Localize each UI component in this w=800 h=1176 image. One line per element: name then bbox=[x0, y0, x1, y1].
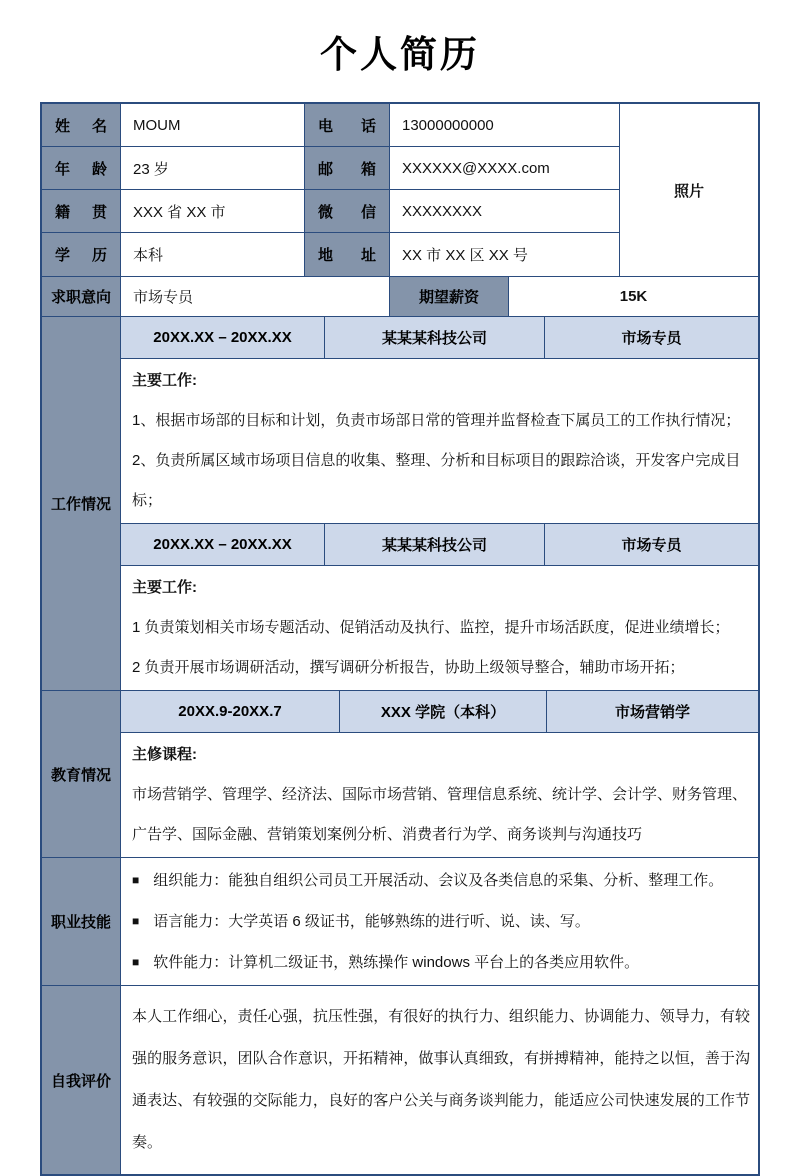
work-entry-1-detail bbox=[121, 359, 758, 524]
name-label-cell bbox=[42, 104, 121, 147]
self-evaluation-text: 本人工作细心，责任心强，抗压性强，有很好的执行力、组织能力、协调能力、领导力，有较强的服务意识，团队合作意识，开拓精神，做事认真细致，有拼搏精神，能持之以恒，善于沟通表达、有较强的交际能力，良好的客户公关与商务谈判能力，能适应公司快速发展的工作节奏。 bbox=[132, 1008, 750, 1151]
hometown-value: XXX 省 XX 市 bbox=[121, 190, 305, 233]
resume-table bbox=[40, 102, 760, 1176]
wechat-label-cell bbox=[305, 190, 390, 233]
education-period: 20XX.9-20XX.7 bbox=[121, 691, 340, 732]
skills-section bbox=[42, 858, 758, 986]
work-entry-1-line-1: 1、根据市场部的目标和计划，负责市场部日常的管理并监督检查下属员工的工作执行情况； bbox=[132, 412, 741, 429]
degree-label-cell bbox=[42, 233, 121, 276]
work-entry-2-line-1: 1 负责策划相关市场专题活动、促销活动及执行、监控，提升市场活跃度，促进业绩增长； bbox=[132, 619, 730, 636]
education-section bbox=[42, 691, 758, 858]
education-major: 市场营销学 bbox=[614, 704, 690, 721]
work-entry-2-position: 市场专员 bbox=[621, 537, 682, 554]
age-label-cell bbox=[42, 147, 121, 190]
age-label: 年龄 bbox=[55, 160, 107, 178]
skills-section-body bbox=[121, 858, 758, 985]
address-value: XX 市 XX 区 XX 号 bbox=[390, 233, 620, 276]
work-entry-2-heading: 主要工作: bbox=[132, 579, 197, 596]
wechat-value: XXXXXXXX bbox=[390, 190, 620, 233]
basic-info-section bbox=[42, 104, 758, 277]
address-label: 地址 bbox=[318, 247, 376, 264]
skill-item-text: 软件能力：计算机二级证书，熟练操作 windows 平台上的各类应用软件。 bbox=[153, 954, 640, 971]
work-section-body bbox=[121, 317, 758, 690]
work-entry-1-period: 20XX.XX – 20XX.XX bbox=[121, 317, 325, 358]
skill-item-text: 语言能力：大学英语 6 级证书，能够熟练的进行听、说、读、写。 bbox=[153, 913, 590, 930]
intention-label: 求职意向 bbox=[42, 277, 121, 316]
education-school: XXX 学院（本科） bbox=[340, 691, 547, 732]
work-entry-1-header bbox=[121, 317, 758, 359]
phone-label: 电话 bbox=[318, 117, 376, 135]
education-detail bbox=[121, 733, 758, 857]
self-evaluation-content bbox=[121, 986, 758, 1174]
work-entry-1-line-2: 2、负责所属区域市场项目信息的收集、整理、分析和目标项目的跟踪洽谈，开发客户完成目标； bbox=[132, 452, 741, 509]
phone-label-cell bbox=[305, 104, 390, 147]
name-value: MOUM bbox=[121, 104, 305, 147]
self-evaluation-section bbox=[42, 986, 758, 1174]
skill-item-text: 组织能力：能独自组织公司员工开展活动、会议及各类信息的采集、分析、整理工作。 bbox=[153, 872, 724, 889]
skills-list bbox=[121, 858, 758, 985]
work-entry-2-header bbox=[121, 524, 758, 566]
work-entry-1-company: 某某某科技公司 bbox=[325, 317, 545, 358]
self-evaluation-label: 自我评价 bbox=[42, 986, 121, 1174]
phone-value: 13000000000 bbox=[390, 104, 620, 147]
document-title: 个人简历 bbox=[320, 34, 480, 75]
address-label-cell bbox=[305, 233, 390, 276]
email-label-cell bbox=[305, 147, 390, 190]
self-evaluation-body bbox=[121, 986, 758, 1174]
job-intention-row bbox=[42, 277, 758, 317]
skill-item-organization bbox=[132, 860, 750, 901]
work-entry-2-detail bbox=[121, 566, 758, 690]
intention-value: 市场专员 bbox=[121, 277, 390, 316]
work-entry-2-period: 20XX.XX – 20XX.XX bbox=[121, 524, 325, 565]
work-entry-1-heading: 主要工作: bbox=[132, 372, 197, 389]
salary-label: 期望薪资 bbox=[390, 277, 509, 316]
work-entry-2-company: 某某某科技公司 bbox=[325, 524, 545, 565]
education-heading: 主修课程: bbox=[132, 746, 197, 763]
salary-value: 15K bbox=[619, 288, 648, 305]
work-section-label: 工作情况 bbox=[42, 317, 121, 690]
age-value: 23 岁 bbox=[121, 147, 305, 190]
education-header bbox=[121, 691, 758, 733]
square-bullet-icon: ■ bbox=[132, 955, 140, 969]
work-section bbox=[42, 317, 758, 691]
hometown-label: 籍贯 bbox=[55, 203, 107, 221]
hometown-label-cell bbox=[42, 190, 121, 233]
square-bullet-icon: ■ bbox=[132, 873, 140, 887]
skills-section-label: 职业技能 bbox=[42, 858, 121, 985]
degree-value: 本科 bbox=[121, 233, 305, 276]
wechat-label: 微信 bbox=[318, 203, 376, 221]
degree-label: 学历 bbox=[55, 247, 107, 264]
education-courses: 市场营销学、管理学、经济法、国际市场营销、管理信息系统、统计学、会计学、财务管理、广告学、国际金融、营销策划案例分析、消费者行为学、商务谈判与沟通技巧 bbox=[132, 786, 748, 843]
work-entry-2-line-2: 2 负责开展市场调研活动，撰写调研分析报告，协助上级领导整合，辅助市场开拓； bbox=[132, 659, 685, 676]
skill-item-language bbox=[132, 901, 750, 942]
education-section-label: 教育情况 bbox=[42, 691, 121, 857]
work-entry-1-position: 市场专员 bbox=[621, 330, 682, 347]
education-section-body bbox=[121, 691, 758, 857]
email-value: XXXXXX@XXXX.com bbox=[390, 147, 620, 190]
skill-item-software bbox=[132, 942, 750, 983]
name-label: 姓名 bbox=[55, 117, 107, 135]
photo-placeholder: 照片 bbox=[620, 104, 758, 276]
email-label: 邮箱 bbox=[318, 160, 376, 178]
square-bullet-icon: ■ bbox=[132, 914, 140, 928]
